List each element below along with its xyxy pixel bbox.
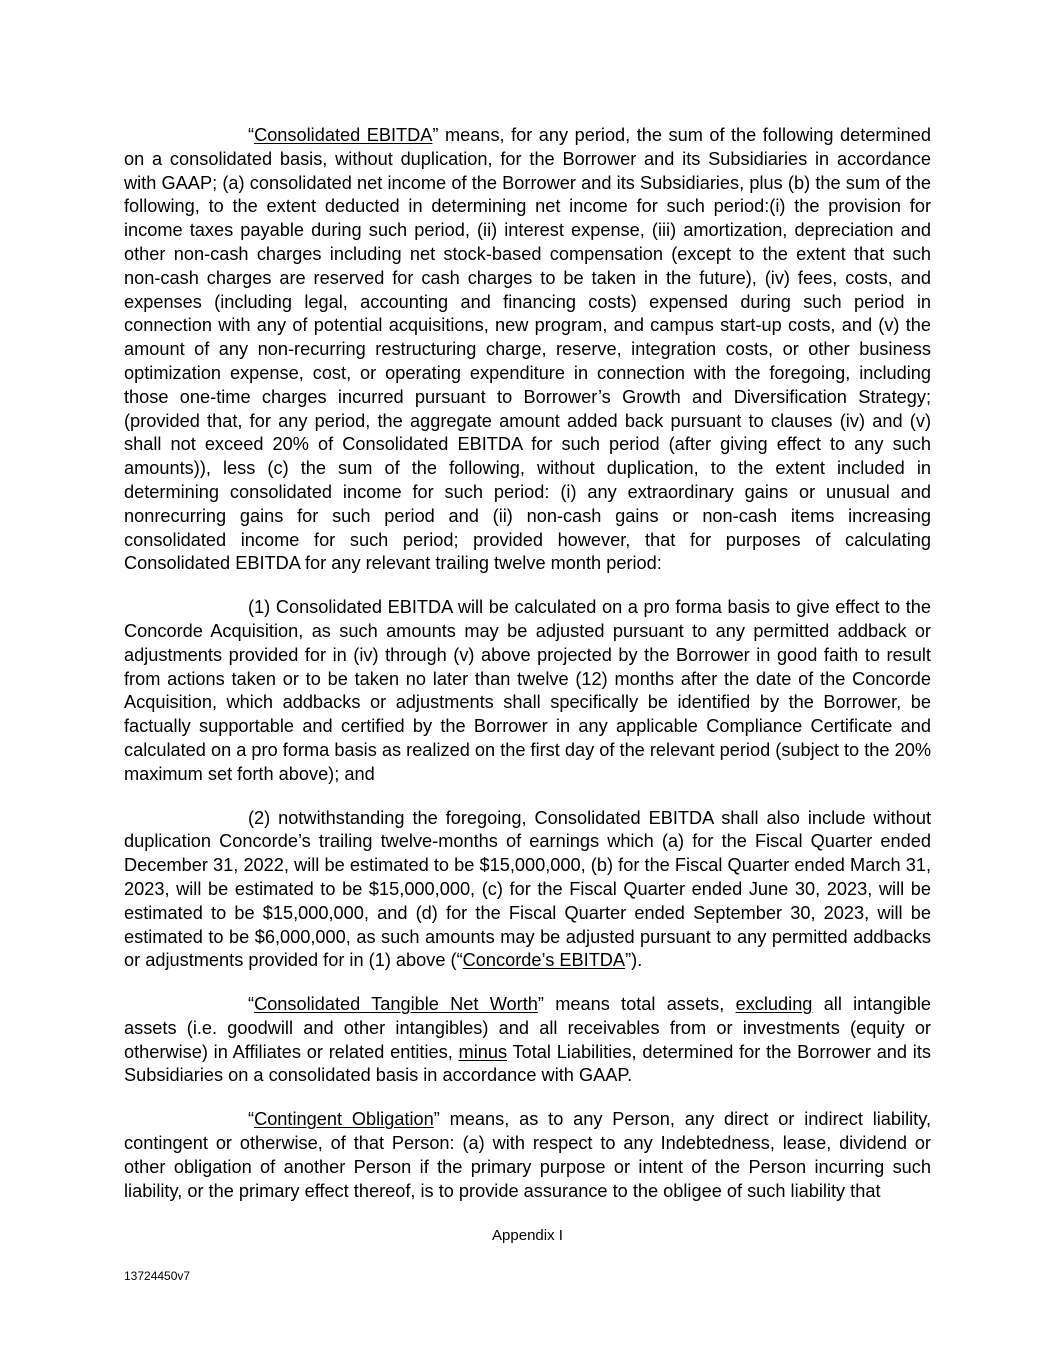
clause-1-paragraph (124, 596, 931, 786)
clause-2-paragraph (124, 807, 931, 974)
definition-consolidated-ebitda (124, 124, 931, 576)
open-quote: “ (248, 994, 255, 1015)
definition-contingent-obligation (124, 1108, 931, 1203)
underlined-word: excluding (735, 994, 813, 1015)
definition-consolidated-tangible-net-worth (124, 993, 931, 1088)
definition-text: Total Liabilities, determined for the Borrower and its Subsidiaries on a consolidated basis in accordance with GAAP. (124, 1041, 931, 1086)
open-quote: “ (248, 125, 255, 145)
definition-text: ” means, as to any Person, any direct or indirect liability, contingent or otherwise, of that Person: (a) with respect to any Indebtedness, lease, dividend or other obligation of another Person if the primary purpose or intent of the Person incurring such liability, or the primary effect thereof, is to provide assurance to the obligee of such liability that (124, 1109, 931, 1201)
document-id: 13724450v7 (124, 1269, 191, 1283)
document-body (124, 124, 931, 1223)
clause-text: (1) Consolidated EBITDA will be calculated on a pro forma basis to give effect to the Concorde Acquisition, as such amounts may be adjusted pursuant to any permitted addback or adjustments provided for in (iv) through (v) above projected by the Borrower in good faith to result from actions taken or to be taken no later than twelve (12) months after the date of the Concorde Acquisition, which addbacks or adjustments shall specifically be identified by the Borrower, be factually supportable and certified by the Borrower in any applicable Compliance Certificate and calculated on a pro forma basis as realized on the first day of the relevant period (subject to the 20% maximum set forth above); and (124, 597, 931, 784)
defined-term: Concorde’s EBITDA (462, 950, 626, 971)
defined-term: Consolidated EBITDA (254, 125, 433, 145)
defined-term: Contingent Obligation (254, 1109, 434, 1130)
clause-text-end: ”). (625, 950, 643, 971)
definition-text: ” means total assets, (537, 994, 736, 1015)
page-footer-label: Appendix I (492, 1227, 563, 1244)
underlined-word: minus (458, 1041, 508, 1062)
clause-text: (2) notwithstanding the foregoing, Consolidated EBITDA shall also include without duplication Concorde’s trailing twelve-months of earnings which (a) for the Fiscal Quarter ended December 31, 2022, will be estimated to be $15,000,000, (b) for the Fiscal Quarter ended March 31, 2023, will be estimated to be $15,000,000, (c) for the Fiscal Quarter ended June 30, 2023, will be estimated to be $15,000,000, and (d) for the Fiscal Quarter ended September 30, 2023, will be estimated to be $6,000,000, as such amounts may be adjusted pursuant to any permitted addbacks or adjustments provided for in (1) above (“ (124, 807, 931, 971)
defined-term: Consolidated Tangible Net Worth (254, 994, 538, 1015)
open-quote: “ (248, 1109, 255, 1130)
definition-text: all intangible assets (i.e. goodwill and other intangibles) and all receivables from or investments (equity or otherwise) in Affiliates or related entities, (124, 994, 932, 1062)
definition-text: ” means, for any period, the sum of the following determined on a consolidated basis, without duplication, for the Borrower and its Subsidiaries in accordance with GAAP; (a) consolidated net income of the Borrower and its Subsidiaries, plus (b) the sum of the following, to the extent deducted in determining net income for such period:(i) the provision for income taxes payable during such period, (ii) interest expense, (iii) amortization, depreciation and other non-cash charges including net stock-based compensation (except to the extent that such non-cash charges are reserved for cash charges to be taken in the future), (iv) fees, costs, and expenses (including legal, accounting and financing costs) expensed during such period in connection with any of potential acquisitions, new program, and campus start-up costs, and (v) the amount of any non-recurring restructuring charge, reserve, integration costs, or other business optimization expense, cost, or operating expenditure in connection with the foregoing, including those one-time charges incurred pursuant to Borrower’s Growth and Diversification Strategy; (provided that, for any period, the aggregate amount added back pursuant to clauses (iv) and (v) shall not exceed 20% of Consolidated EBITDA for such period (after giving effect to any such amounts)), less (c) the sum of the following, without duplication, to the extent included in determining consolidated income for such period: (i) any extraordinary gains or unusual and nonrecurring gains for such period and (ii) non-cash gains or non-cash items increasing consolidated income for such period; provided however, that for purposes of calculating Consolidated EBITDA for any relevant trailing twelve month period: (124, 125, 931, 574)
